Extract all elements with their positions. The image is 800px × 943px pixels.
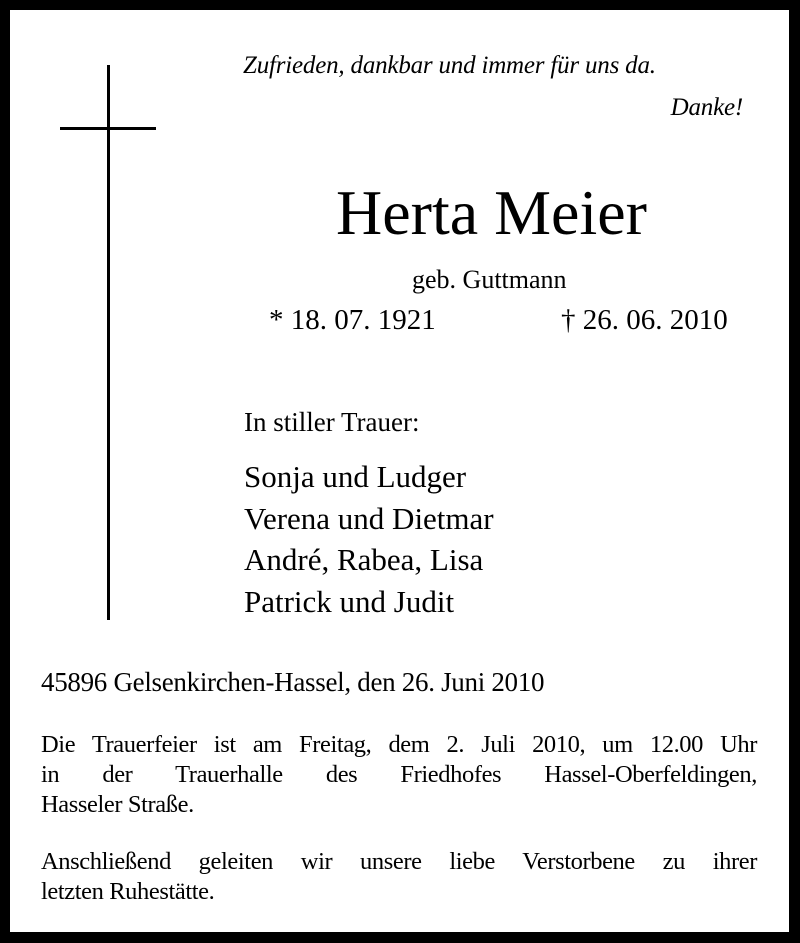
death-date: † 26. 06. 2010 (561, 304, 728, 336)
service-paragraph (41, 730, 757, 820)
mourner-item: Verena und Dietmar (244, 500, 494, 536)
mourners-list (244, 456, 494, 622)
mourner-item: Patrick und Judit (244, 583, 455, 619)
mourner-item: Sonja und Ludger (244, 459, 467, 494)
quote-thanks: Danke! (670, 94, 743, 121)
maiden-name: geb. Guttmann (412, 265, 567, 294)
service-line: Hasseler Straße. (41, 791, 194, 818)
place-date: 45896 Gelsenkirchen-Hassel, den 26. Juni 2010 (41, 667, 545, 697)
mourner-item: André, Rabea, Lisa (244, 542, 484, 577)
quote-line: Zufrieden, dankbar und immer für uns da. (243, 52, 656, 79)
burial-line: letzten Ruhestätte. (41, 878, 215, 905)
deceased-name: Herta Meier (336, 177, 647, 248)
cross-vertical-bar (107, 65, 110, 620)
mourning-label: In stiller Trauer: (244, 407, 420, 437)
burial-paragraph (41, 847, 757, 907)
burial-line: Anschließend geleiten wir unsere liebe Verstorbene zu ihrer (41, 848, 757, 875)
service-line: Die Trauerfeier ist am Freitag, dem 2. Juli 2010, um 12.00 Uhr (41, 731, 757, 758)
birth-date: * 18. 07. 1921 (269, 304, 436, 336)
obituary-notice (10, 10, 789, 932)
service-line: in der Trauerhalle des Friedhofes Hassel-Oberfeldingen, (41, 761, 757, 788)
cross-horizontal-bar (60, 127, 156, 130)
